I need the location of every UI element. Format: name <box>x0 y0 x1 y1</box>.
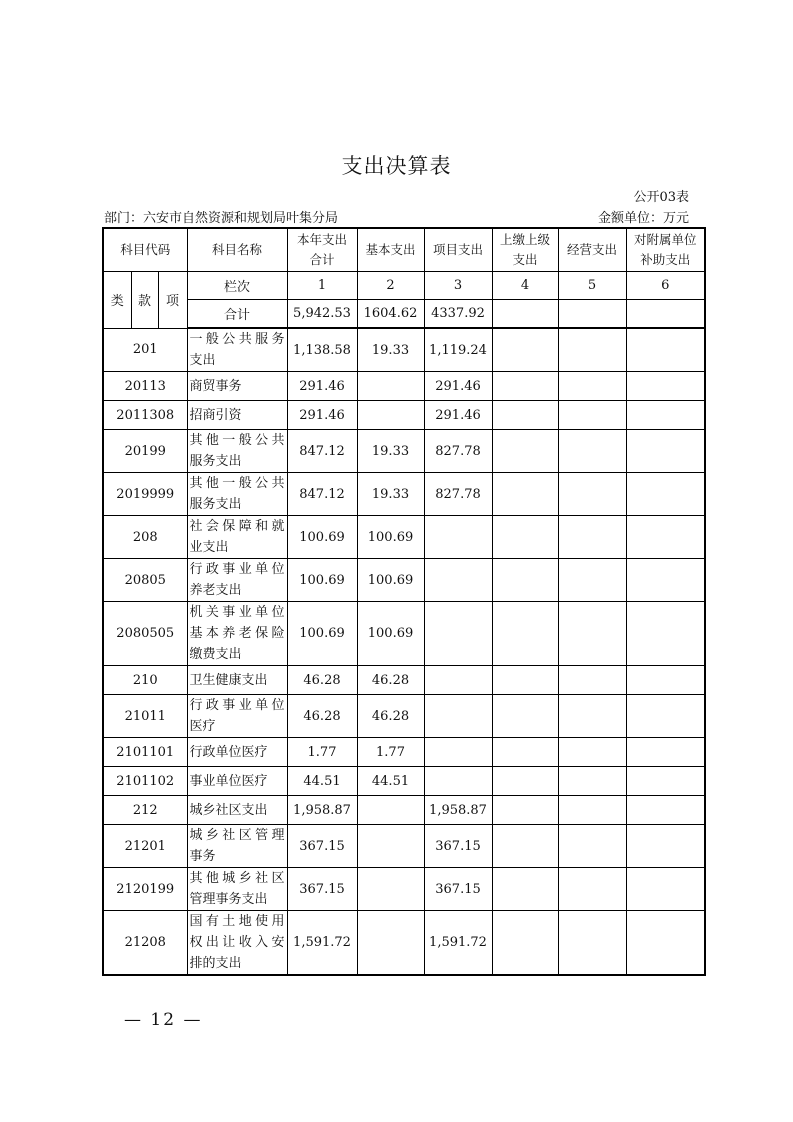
subject-name-line: 行政事业单位 <box>189 562 285 577</box>
project-expenditure-cell: 1,119.24 <box>424 328 492 372</box>
project-expenditure-cell: 827.78 <box>424 473 492 516</box>
total-expenditure-cell: 847.12 <box>287 473 357 516</box>
subject-name-line: 医疗 <box>189 719 216 734</box>
total-expenditure-cell: 1,138.58 <box>287 328 357 372</box>
subject-code-cell: 21011 <box>103 695 187 738</box>
subject-name-line: 事务 <box>189 849 216 864</box>
subject-name-line: 事业单位医疗 <box>189 773 268 789</box>
subject-name-line: 机关事业单位 <box>189 605 285 620</box>
project-expenditure-cell: 367.15 <box>424 825 492 868</box>
header-total-expenditure <box>287 228 357 271</box>
col-number-3: 3 <box>424 271 492 299</box>
subject-code-cell: 2011308 <box>103 401 187 430</box>
basic-expenditure-cell <box>357 372 424 401</box>
remit-upper-cell <box>492 430 558 473</box>
subject-name-line: 城乡社区管理 <box>189 828 285 843</box>
unit-label: 金额单位：万元 <box>597 211 689 226</box>
header-lei: 类 <box>103 271 131 328</box>
subject-name-cell <box>187 602 287 666</box>
table-row <box>103 328 705 372</box>
total-expenditure-cell: 100.69 <box>287 559 357 602</box>
page-number: — 12 — <box>124 1010 203 1030</box>
header-operating-expenditure: 经营支出 <box>558 228 626 271</box>
total-c5 <box>558 299 626 328</box>
subsidy-affiliates-cell <box>626 695 705 738</box>
basic-expenditure-cell: 100.69 <box>357 559 424 602</box>
basic-expenditure-cell <box>357 911 424 976</box>
subject-name-line: 商贸事务 <box>189 378 242 394</box>
subject-name-cell <box>187 473 287 516</box>
basic-expenditure-cell: 19.33 <box>357 430 424 473</box>
operating-expenditure-cell <box>558 516 626 559</box>
operating-expenditure-cell <box>558 868 626 911</box>
subsidy-affiliates-cell <box>626 868 705 911</box>
remit-upper-cell <box>492 825 558 868</box>
subject-code-cell: 20113 <box>103 372 187 401</box>
table-row <box>103 695 705 738</box>
subsidy-affiliates-cell <box>626 372 705 401</box>
subject-name-line: 权出让收入安 <box>189 935 285 950</box>
operating-expenditure-cell <box>558 666 626 695</box>
basic-expenditure-cell: 44.51 <box>357 767 424 796</box>
subject-name-cell <box>187 738 287 767</box>
project-expenditure-cell <box>424 559 492 602</box>
subject-name-line: 一般公共服务 <box>189 332 285 347</box>
table-row <box>103 401 705 430</box>
total-c6 <box>626 299 705 328</box>
expenditure-table <box>102 227 706 976</box>
subject-name-line: 招商引资 <box>189 407 242 423</box>
header-subject-code: 科目代码 <box>103 228 187 271</box>
subject-name-line: 养老支出 <box>189 583 242 598</box>
subsidy-affiliates-cell <box>626 328 705 372</box>
subject-code-cell: 208 <box>103 516 187 559</box>
subject-name-line: 城乡社区支出 <box>189 802 268 818</box>
total-expenditure-cell: 1.77 <box>287 738 357 767</box>
total-expenditure-cell: 46.28 <box>287 695 357 738</box>
remit-upper-cell <box>492 738 558 767</box>
remit-upper-cell <box>492 796 558 825</box>
subject-name-line: 排的支出 <box>189 956 242 971</box>
column-number-row <box>103 271 705 299</box>
subject-code-cell: 21208 <box>103 911 187 976</box>
subject-name-cell <box>187 372 287 401</box>
remit-upper-cell <box>492 516 558 559</box>
total-row <box>103 299 705 328</box>
subject-name-cell <box>187 825 287 868</box>
basic-expenditure-cell: 100.69 <box>357 516 424 559</box>
subject-code-cell: 2019999 <box>103 473 187 516</box>
total-label: 合计 <box>187 299 287 328</box>
subject-name-line: 基本养老保险 <box>189 626 285 641</box>
total-expenditure-cell: 367.15 <box>287 825 357 868</box>
subject-name-cell <box>187 666 287 695</box>
basic-expenditure-cell <box>357 825 424 868</box>
subject-code-cell: 212 <box>103 796 187 825</box>
subject-name-cell <box>187 796 287 825</box>
remit-upper-cell <box>492 401 558 430</box>
subject-code-cell: 2080505 <box>103 602 187 666</box>
table-row <box>103 767 705 796</box>
header-row <box>103 228 705 271</box>
operating-expenditure-cell <box>558 738 626 767</box>
project-expenditure-cell <box>424 695 492 738</box>
subsidy-affiliates-cell <box>626 401 705 430</box>
project-expenditure-cell: 367.15 <box>424 868 492 911</box>
operating-expenditure-cell <box>558 767 626 796</box>
operating-expenditure-cell <box>558 825 626 868</box>
remit-upper-cell <box>492 695 558 738</box>
subject-name-cell <box>187 430 287 473</box>
remit-upper-cell <box>492 602 558 666</box>
remit-upper-cell <box>492 767 558 796</box>
header-subsidy-line2: 补助支出 <box>640 251 691 267</box>
total-c2: 1604.62 <box>357 299 424 328</box>
subject-name-line: 国有土地使用 <box>189 914 285 929</box>
subsidy-affiliates-cell <box>626 516 705 559</box>
subject-name-line: 业支出 <box>189 540 229 555</box>
operating-expenditure-cell <box>558 796 626 825</box>
subject-name-line: 缴费支出 <box>189 647 242 662</box>
remit-upper-cell <box>492 666 558 695</box>
subject-code-cell: 210 <box>103 666 187 695</box>
total-expenditure-cell: 291.46 <box>287 401 357 430</box>
col-number-4: 4 <box>492 271 558 299</box>
remit-upper-cell <box>492 328 558 372</box>
subsidy-affiliates-cell <box>626 767 705 796</box>
subject-code-cell: 20805 <box>103 559 187 602</box>
remit-upper-cell <box>492 911 558 976</box>
basic-expenditure-cell: 19.33 <box>357 473 424 516</box>
subject-name-cell <box>187 328 287 372</box>
table-row <box>103 430 705 473</box>
subject-name-line: 行政事业单位 <box>189 698 285 713</box>
table-row <box>103 796 705 825</box>
table-row <box>103 372 705 401</box>
project-expenditure-cell <box>424 738 492 767</box>
header-remit-upper <box>492 228 558 271</box>
basic-expenditure-cell: 19.33 <box>357 328 424 372</box>
header-basic-expenditure: 基本支出 <box>357 228 424 271</box>
header-total-line1: 本年支出 <box>296 231 347 247</box>
subject-name-cell <box>187 868 287 911</box>
operating-expenditure-cell <box>558 602 626 666</box>
subsidy-affiliates-cell <box>626 559 705 602</box>
basic-expenditure-cell: 1.77 <box>357 738 424 767</box>
project-expenditure-cell <box>424 516 492 559</box>
subject-code-cell: 2120199 <box>103 868 187 911</box>
subject-name-cell <box>187 559 287 602</box>
subject-code-cell: 201 <box>103 328 187 372</box>
header-subsidy-line1: 对附属单位 <box>633 231 697 247</box>
header-subsidy-affiliates <box>626 228 705 271</box>
total-expenditure-cell: 100.69 <box>287 516 357 559</box>
basic-expenditure-cell <box>357 796 424 825</box>
operating-expenditure-cell <box>558 695 626 738</box>
header-remit-line1: 上缴上级 <box>499 231 550 247</box>
table-row <box>103 911 705 976</box>
operating-expenditure-cell <box>558 401 626 430</box>
remit-upper-cell <box>492 473 558 516</box>
subject-name-line: 管理事务支出 <box>189 892 268 907</box>
header-project-expenditure: 项目支出 <box>424 228 492 271</box>
subject-code-cell: 2101101 <box>103 738 187 767</box>
subsidy-affiliates-cell <box>626 473 705 516</box>
project-expenditure-cell: 827.78 <box>424 430 492 473</box>
subsidy-affiliates-cell <box>626 825 705 868</box>
subsidy-affiliates-cell <box>626 602 705 666</box>
basic-expenditure-cell: 100.69 <box>357 602 424 666</box>
basic-expenditure-cell <box>357 401 424 430</box>
table-row <box>103 825 705 868</box>
subject-name-line: 其他一般公共 <box>189 433 285 448</box>
remit-upper-cell <box>492 372 558 401</box>
basic-expenditure-cell: 46.28 <box>357 666 424 695</box>
project-expenditure-cell <box>424 602 492 666</box>
total-expenditure-cell: 847.12 <box>287 430 357 473</box>
header-subject-name: 科目名称 <box>187 228 287 271</box>
subsidy-affiliates-cell <box>626 430 705 473</box>
basic-expenditure-cell: 46.28 <box>357 695 424 738</box>
total-c1: 5,942.53 <box>287 299 357 328</box>
subject-code-cell: 20199 <box>103 430 187 473</box>
subsidy-affiliates-cell <box>626 796 705 825</box>
total-expenditure-cell: 44.51 <box>287 767 357 796</box>
project-expenditure-cell: 1,591.72 <box>424 911 492 976</box>
header-remit-line2: 支出 <box>512 251 538 267</box>
table-row <box>103 868 705 911</box>
col-number-5: 5 <box>558 271 626 299</box>
table-row <box>103 559 705 602</box>
total-expenditure-cell: 367.15 <box>287 868 357 911</box>
header-total-line2: 合计 <box>309 251 335 267</box>
total-c3: 4337.92 <box>424 299 492 328</box>
page-title: 支出决算表 <box>341 154 452 178</box>
total-expenditure-cell: 46.28 <box>287 666 357 695</box>
form-code: 公开03表 <box>633 190 689 205</box>
subject-name-cell <box>187 695 287 738</box>
col-number-6: 6 <box>626 271 705 299</box>
subsidy-affiliates-cell <box>626 666 705 695</box>
total-c4 <box>492 299 558 328</box>
table-row <box>103 666 705 695</box>
col-number-2: 2 <box>357 271 424 299</box>
total-expenditure-cell: 100.69 <box>287 602 357 666</box>
operating-expenditure-cell <box>558 473 626 516</box>
subject-name-line: 服务支出 <box>189 454 242 469</box>
subject-name-cell <box>187 911 287 976</box>
subject-name-line: 社会保障和就 <box>189 519 285 534</box>
lanci-label: 栏次 <box>187 271 287 299</box>
subject-name-cell <box>187 767 287 796</box>
subject-name-line: 卫生健康支出 <box>189 672 268 688</box>
table-row <box>103 473 705 516</box>
subsidy-affiliates-cell <box>626 738 705 767</box>
basic-expenditure-cell <box>357 868 424 911</box>
header-kuan: 款 <box>131 271 158 328</box>
subject-code-cell: 2101102 <box>103 767 187 796</box>
header-xiang: 项 <box>158 271 187 328</box>
operating-expenditure-cell <box>558 911 626 976</box>
total-expenditure-cell: 1,958.87 <box>287 796 357 825</box>
operating-expenditure-cell <box>558 559 626 602</box>
project-expenditure-cell: 1,958.87 <box>424 796 492 825</box>
department-label: 部门：六安市自然资源和规划局叶集分局 <box>104 211 339 226</box>
project-expenditure-cell: 291.46 <box>424 401 492 430</box>
table-row <box>103 516 705 559</box>
operating-expenditure-cell <box>558 372 626 401</box>
table-row <box>103 738 705 767</box>
operating-expenditure-cell <box>558 328 626 372</box>
project-expenditure-cell <box>424 767 492 796</box>
subject-name-line: 行政单位医疗 <box>189 744 268 760</box>
subject-name-line: 其他一般公共 <box>189 476 285 491</box>
subject-code-cell: 21201 <box>103 825 187 868</box>
remit-upper-cell <box>492 559 558 602</box>
col-number-1: 1 <box>287 271 357 299</box>
subsidy-affiliates-cell <box>626 911 705 976</box>
remit-upper-cell <box>492 868 558 911</box>
total-expenditure-cell: 1,591.72 <box>287 911 357 976</box>
subject-name-line: 支出 <box>189 353 216 368</box>
total-expenditure-cell: 291.46 <box>287 372 357 401</box>
subject-name-cell <box>187 516 287 559</box>
operating-expenditure-cell <box>558 430 626 473</box>
subject-name-cell <box>187 401 287 430</box>
project-expenditure-cell: 291.46 <box>424 372 492 401</box>
subject-name-line: 服务支出 <box>189 497 242 512</box>
project-expenditure-cell <box>424 666 492 695</box>
subject-name-line: 其他城乡社区 <box>189 871 285 886</box>
table-row <box>103 602 705 666</box>
